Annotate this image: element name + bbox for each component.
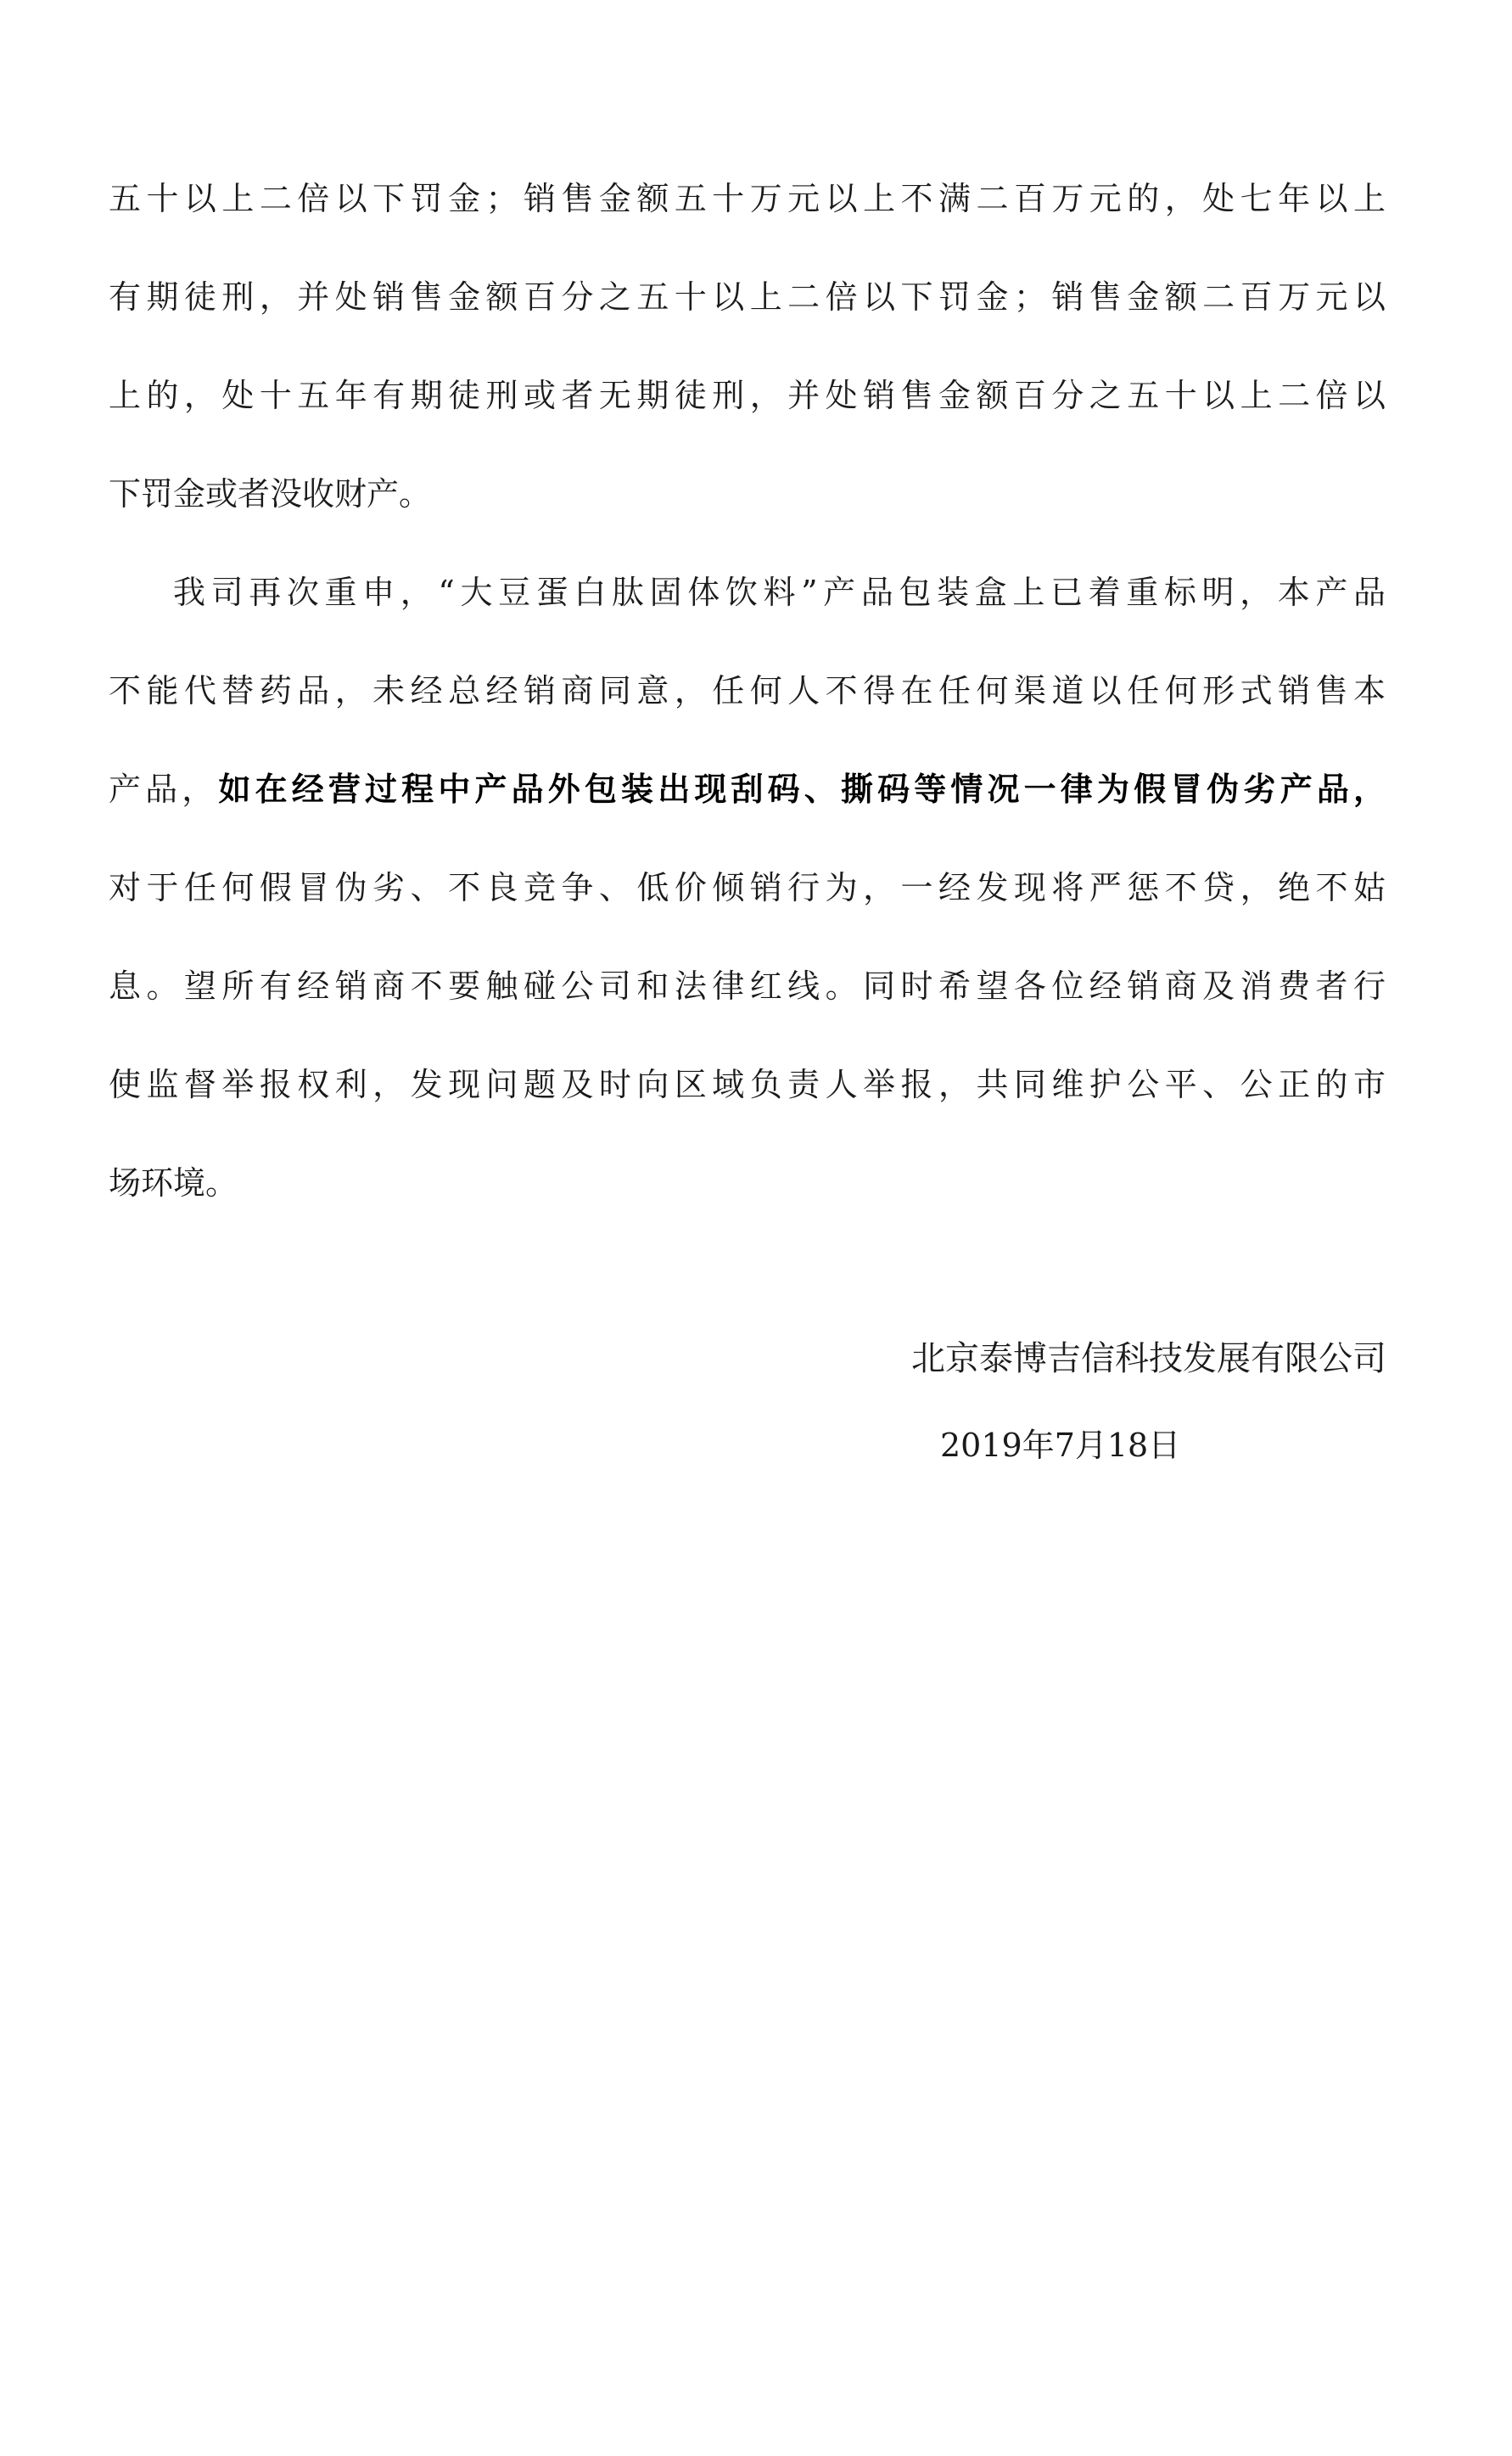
paragraph-line: 场环境。 [109, 1164, 238, 1202]
paragraph-line: 有期徒刑，并处销售金额百分之五十以上二倍以下罚金；销售金额二百万元以 [109, 278, 1386, 316]
paragraph-line-with-emphasis [109, 764, 1386, 862]
company-name: 北京泰博吉信科技发展有限公司 [911, 1339, 1386, 1378]
document-body [109, 173, 1386, 1256]
paragraph-line: 上的，处十五年有期徒刑或者无期徒刑，并处销售金额百分之五十以上二倍以 [109, 377, 1386, 414]
signature-block [911, 1335, 1386, 1382]
emphasis-text: 如在经营过程中产品外包装出现刮码、撕码等情况一律为假冒伪劣产品， [218, 770, 1386, 808]
paragraph-line: 使监督举报权利，发现问题及时向区域负责人举报，共同维护公平、公正的市 [109, 1066, 1386, 1103]
paragraph-line: 对于任何假冒伪劣、不良竞争、低价倾销行为，一经发现将严惩不贷，绝不姑 [109, 869, 1386, 906]
paragraph-line: 五十以上二倍以下罚金；销售金额五十万元以上不满二百万元的，处七年以上 [109, 180, 1386, 217]
paragraph-penalty [109, 173, 1386, 567]
paragraph-line: 不能代替药品，未经总经销商同意，任何人不得在任何渠道以任何形式销售本 [109, 672, 1386, 709]
paragraph-line: 我司再次重申，“大豆蛋白肽固体饮料”产品包装盒上已着重标明，本产品 [173, 574, 1386, 611]
signature-date: 2019年7月18日 [940, 1427, 1181, 1464]
paragraph-line: 下罚金或者没收财产。 [109, 475, 432, 513]
paragraph-text: 产品， [109, 771, 219, 808]
paragraph-statement [109, 567, 1386, 1256]
paragraph-line: 息。望所有经销商不要触碰公司和法律红线。同时希望各位经销商及消费者行 [109, 967, 1386, 1005]
